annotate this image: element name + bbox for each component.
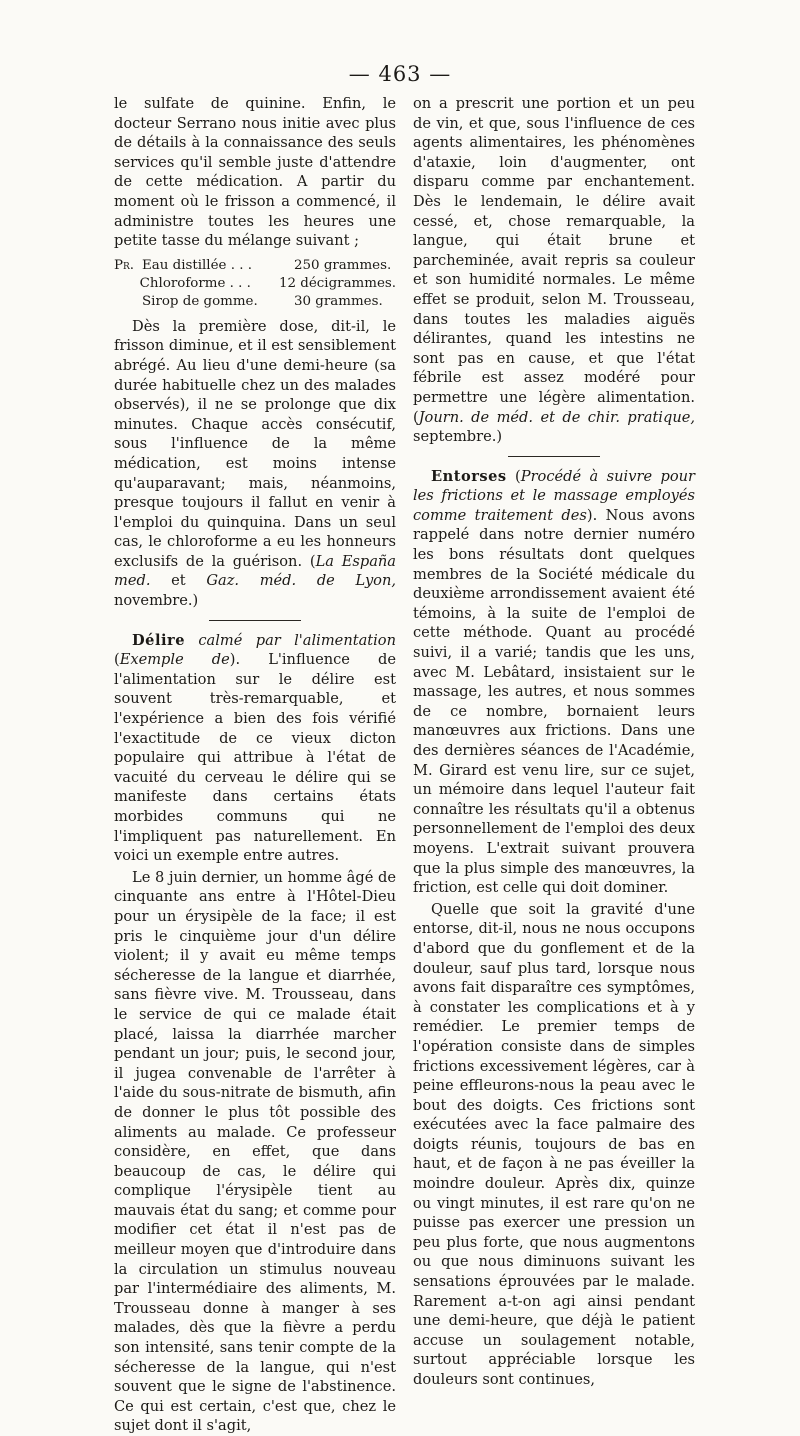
recipe-row — [114, 257, 396, 275]
left-column — [114, 94, 396, 1436]
section-divider — [508, 456, 600, 457]
section-heading: Entorses — [431, 467, 507, 485]
source-citation: Gaz. méd. de Lyon, — [206, 572, 397, 590]
source-citation: Journ. de méd. et de chir. pratique, — [418, 408, 695, 426]
recipe-ingredient: Sirop de gomme. — [142, 293, 258, 309]
recipe-quantity: 12 décigrammes. — [279, 275, 396, 291]
section-title: Procédé à suivre pour les frictions et le massage employés comme traitement des — [413, 467, 695, 524]
recipe-ingredient: Chloroforme . . . — [139, 275, 251, 291]
recipe-row — [114, 293, 396, 311]
paragraph-procedure: Quelle que soit la gravité d'une entorse, dit-il, nous ne nous occupons d'abord que du gonflement et de la douleur, sauf plus tard, lorsque nous avons fait disparaître ces symptômes, à constater les complications et à y remédier. Le premier temps de l'opération consiste dans de simples frictions excessivement légères, car à peine effleurons-nous la peau avec le bout des doigts. Ces frictions sont exécutées avec la face palmaire des doigts réunis, toujours de bas en haut, et de façon à ne pas éveiller la moindre douleur. Après dix, quinze ou vingt minutes, il est rare qu'on ne puisse pas exercer une pression un peu plus forte, que nous augmentons ou que nous diminuons suivant les sensations éprouvées par le malade. Rarement a-t-on agi ainsi pendant une demi-heure, que déjà le patient accuse un soulagement notable, surtout appréciable lorsque les douleurs sont continues, — [413, 900, 695, 1388]
section-text: L'influence de l'alimentation sur le délire est souvent très-remarquable, et l'expérience a bien des fois vérifié l'exactitude de ce vieux dicton populaire qui attribue à l'état de vacuité du cerveau le délire qui se manifeste dans certains états morbides communs qui ne l'impliquent pas naturellement. En voici un exemple entre autres. — [114, 651, 396, 865]
section-title: calmé par l'alimentation — [185, 631, 396, 649]
paragraph-continuation: on a prescrit une portion et un peu de vin, et que, sous l'influence de ces agents alimentaires, les phénomènes d'ataxie, loin d'augmenter, ont disparu comme par enchantement. Dès le lendemain, le délire avait cessé, et, chose remarquable, la langue, qui était brune et parcheminée, avait repris sa couleur et son humidité normales. Le même effet se produit, selon M. Trousseau, dans toutes les maladies aiguës délirantes, quand les intestins ne sont pas en cause, et que l'état fébrile est assez modéré pour permettre une légère alimentation. (Journ. de méd. et de chir. pratique, septembre.) — [413, 95, 695, 446]
section-subtitle: Exemple de — [119, 651, 230, 669]
recipe-ingredient: Eau distillée . . . — [142, 257, 252, 273]
right-column — [413, 94, 695, 1390]
paragraph-chloroforme: Dès la première dose, dit-il, le frisson diminue, et il est sensiblement abrégé. Au lieu d'une demi-heure (sa durée habituelle chez un des malades observés), il ne se prolonge que dix minutes. Chaque accès consécutif, sous l'influence de la même médication, est moins intense qu'auparavant; mais, néanmoins, presque toujours il fallut en venir à l'emploi du quinquina. Dans un seul cas, le chloroforme a eu les honneurs exclusifs de la guérison. (La España med. et Gaz. méd. de Lyon, novembre.) — [114, 317, 397, 610]
paragraph-case: Le 8 juin dernier, un homme âgé de cinquante ans entre à l'Hôtel-Dieu pour un érysipèle de la face; il est pris le cinquième jour d'un délire violent; il y avait eu même temps sécheresse de la langue et diarrhée, sans fièvre vive. M. Trousseau, dans le service de qui ce malade était placé, laissa la diarrhée marcher pendant un jour; puis, le second jour, il jugea convenable de l'arrêter à l'aide du sous-nitrate de bismuth, afin de donner le plus tôt possible des aliments au malade. Ce professeur considère, en effet, que dans beaucoup de cas, le délire qui complique l'érysipèle tient au mauvais état du sang; et comme pour modifier cet état il n'est pas de meilleur moyen que d'introduire dans la circulation un stimulus nouveau par l'intermédiaire des aliments, M. Trousseau donne à manger à ses malades, dès que la fièvre a perdu son intensité, sans tenir compte de la sécheresse de la langue, qui n'est souvent que le signe de l'abstinence. Ce qui est certain, c'est que, chez le sujet dont il s'agit, — [114, 868, 396, 1435]
section-delire: Délire calmé par l'alimentation (Exemple de). L'influence de l'alimentation sur le délire est souvent très-remarquable, et l'expérience a bien des fois vérifié l'exactitude de ce vieux dicton populaire qui attribue à l'état de vacuité du cerveau le délire qui se manifeste dans certains états morbides communs qui ne l'impliquent pas naturellement. En voici un exemple entre autres. — [114, 631, 396, 865]
page-number: — 463 — — [348, 62, 452, 86]
section-heading: Délire — [132, 631, 186, 649]
section-divider — [209, 620, 301, 621]
source-citation: La España med. — [114, 552, 396, 590]
recipe-quantity: 250 grammes. — [294, 257, 392, 273]
recipe-quantity: 30 grammes. — [294, 293, 383, 309]
section-entorses: Entorses (Procédé à suivre pour les frictions et le massage employés comme traitement des). Nous avons rappelé dans notre dernier numéro les bons résultats dont quelques membres de la Société médicale du deuxième arrondissement avaient été témoins, à la suite de l'emploi de cette méthode. Quant au procédé suivi, il a varié; tandis que les uns, avec M. Lebâtard, insistaient sur le massage, les autres, et nous sommes de ce nombre, bornaient leurs manœuvres aux frictions. Dans une des dernières séances de l'Académie, M. Girard est venu lire, sur ce sujet, un mémoire dans lequel l'auteur fait connaître les résultats qu'il a obtenus personnellement de l'emploi des deux moyens. L'extrait suivant prouvera que la plus simple des manœuvres, la friction, est celle qui doit dominer. — [413, 467, 695, 897]
paragraph-quinine: le sulfate de quinine. Enfin, le docteur Serrano nous initie avec plus de détails à la connaissance des seuls services qu'il semble juste d'attendre de cette médication. A partir du moment où le frisson a commencé, il administre toutes les heures une petite tasse du mélange suivant ; — [114, 95, 396, 250]
recipe — [114, 257, 396, 311]
recipe-row — [114, 275, 396, 293]
recipe-prefix: Pr. — [114, 257, 135, 273]
section-text: Nous avons rappelé dans notre dernier numéro les bons résultats dont quelques membres de la Société médicale du deuxième arrondissement avaient été témoins, à la suite de l'emploi de cette méthode. Quant au procédé suivi, il a varié; tandis que les uns, avec M. Lebâtard, insistaient sur le massage, les autres, et nous sommes de ce nombre, bornaient leurs manœuvres aux frictions. Dans une des dernières séances de l'Académie, M. Girard est venu lire, sur ce sujet, un mémoire dans lequel l'auteur fait connaître les résultats qu'il a obtenus personnellement de l'emploi des deux moyens. L'extrait suivant prouvera que la plus simple des manœuvres, la friction, est celle qui doit dominer. — [413, 506, 695, 897]
